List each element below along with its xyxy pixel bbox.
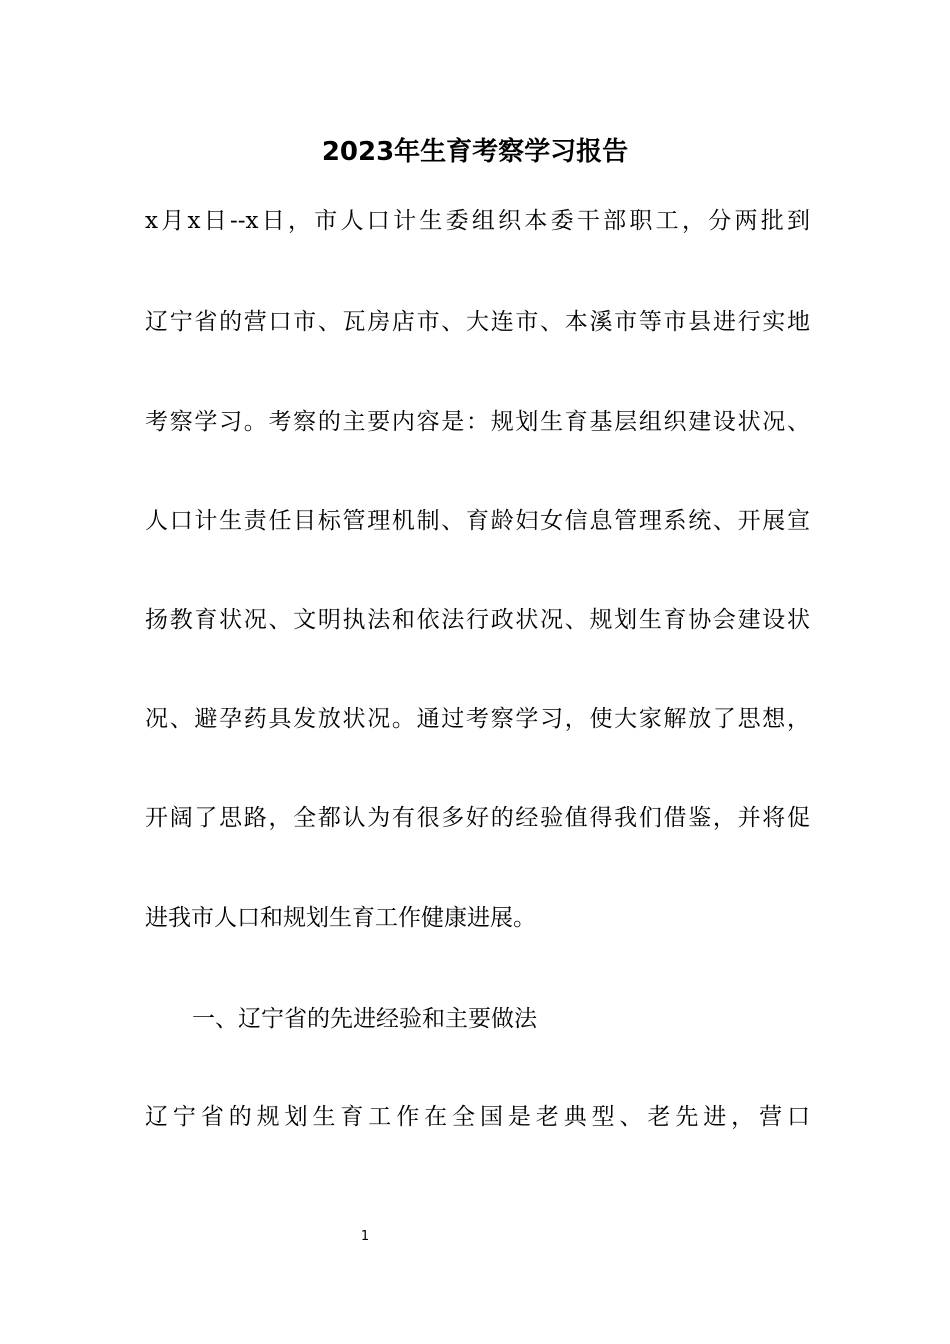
text-line: 开阔了思路，全都认为有很多好的经验值得我们借鉴，并将促	[145, 805, 810, 831]
page-number: 1	[360, 1229, 370, 1244]
text-line: 扬教育状况、文明执法和依法行政状况、规划生育协会建设状	[145, 607, 810, 633]
section-heading: 一、辽宁省的先进经验和主要做法	[192, 1006, 537, 1032]
text-line: x月x日--x日，市人口计生委组织本委干部职工，分两批到	[145, 208, 810, 234]
text-line: 人口计生责任目标管理机制、育龄妇女信息管理系统、开展宣	[145, 508, 810, 534]
text-line: 况、避孕药具发放状况。通过考察学习，使大家解放了思想，	[145, 706, 810, 732]
text-line: 进我市人口和规划生育工作健康进展。	[145, 905, 536, 931]
text-line: 辽宁省的营口市、瓦房店市、大连市、本溪市等市县进行实地	[145, 309, 810, 335]
text-line: 辽宁省的规划生育工作在全国是老典型、老先进，营口	[145, 1104, 810, 1130]
text-line: 考察学习。考察的主要内容是：规划生育基层组织建设状况、	[145, 409, 810, 435]
page-title: 2023年生育考察学习报告	[321, 137, 629, 167]
